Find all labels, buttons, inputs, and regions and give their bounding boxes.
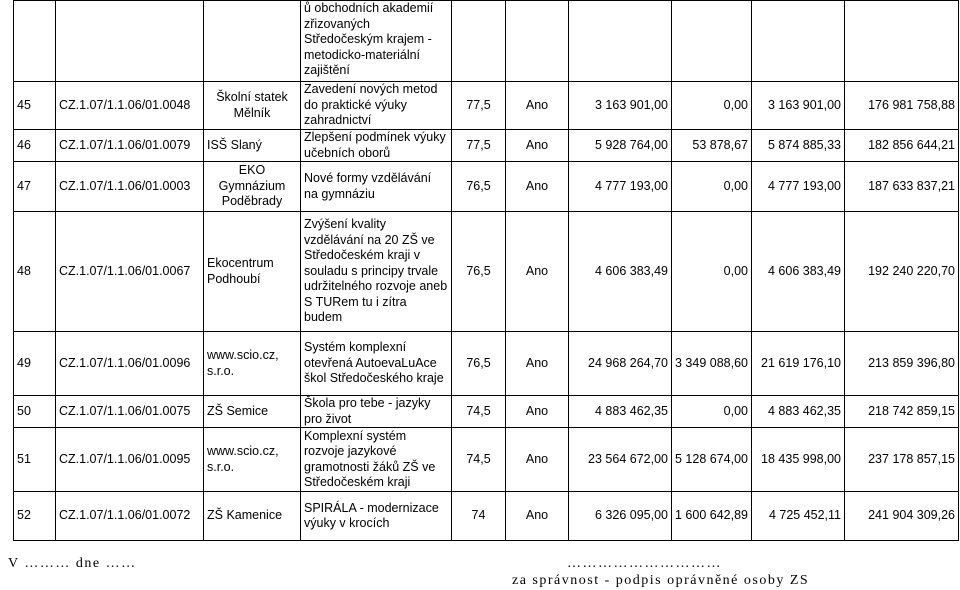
approved-amount: 4 777 193,00: [752, 162, 845, 212]
project-name: ů obchodních akademií zřizovaných Středočeským krajem - metodicko-materiální zajištění: [301, 1, 452, 82]
row-number: 50: [14, 396, 56, 428]
eligible: Ano: [506, 82, 569, 130]
score: 74: [452, 492, 506, 541]
eligible: [506, 1, 569, 82]
reduction-amount: [672, 1, 752, 82]
requested-amount: [569, 1, 672, 82]
eligible: Ano: [506, 332, 569, 396]
cumulative-amount: [845, 1, 959, 82]
table-row: [14, 162, 959, 212]
requested-amount: 23 564 672,00: [569, 428, 672, 492]
table-row: [14, 82, 959, 130]
applicant-name: www.scio.cz, s.r.o.: [204, 332, 301, 396]
row-number: 48: [14, 212, 56, 332]
eligible: Ano: [506, 396, 569, 428]
row-number: 47: [14, 162, 56, 212]
registration-number: CZ.1.07/1.1.06/01.0075: [56, 396, 204, 428]
project-name: Komplexní systém rozvoje jazykové gramotnosti žáků ZŠ ve Středočeském kraji: [301, 428, 452, 492]
score: 76,5: [452, 332, 506, 396]
approved-amount: 3 163 901,00: [752, 82, 845, 130]
registration-number: CZ.1.07/1.1.06/01.0003: [56, 162, 204, 212]
registration-number: CZ.1.07/1.1.06/01.0067: [56, 212, 204, 332]
reduction-amount: 0,00: [672, 162, 752, 212]
eligible: Ano: [506, 162, 569, 212]
table-row: [14, 1, 959, 82]
table-row: [14, 212, 959, 332]
requested-amount: 4 777 193,00: [569, 162, 672, 212]
approved-amount: 5 874 885,33: [752, 130, 845, 162]
signature-label: za správnost - podpis oprávněné osoby ZS: [512, 573, 810, 588]
table-row: [14, 130, 959, 162]
requested-amount: 4 606 383,49: [569, 212, 672, 332]
registration-number: CZ.1.07/1.1.06/01.0095: [56, 428, 204, 492]
table-row: [14, 396, 959, 428]
approved-amount: 4 725 452,11: [752, 492, 845, 541]
applicant-name: Školní statek Mělník: [204, 82, 301, 130]
cumulative-amount: 182 856 644,21: [845, 130, 959, 162]
date-line: V ……… dne ……: [8, 556, 137, 571]
approved-amount: 21 619 176,10: [752, 332, 845, 396]
row-number: [14, 1, 56, 82]
row-number: 46: [14, 130, 56, 162]
reduction-amount: 0,00: [672, 82, 752, 130]
reduction-amount: 3 349 088,60: [672, 332, 752, 396]
requested-amount: 5 928 764,00: [569, 130, 672, 162]
row-number: 52: [14, 492, 56, 541]
registration-number: CZ.1.07/1.1.06/01.0072: [56, 492, 204, 541]
eligible: Ano: [506, 492, 569, 541]
score: 74,5: [452, 396, 506, 428]
project-name: Nové formy vzdělávání na gymnáziu: [301, 162, 452, 212]
table-row: [14, 492, 959, 541]
applicant-name: ZŠ Kamenice: [204, 492, 301, 541]
project-name: Škola pro tebe - jazyky pro život: [301, 396, 452, 428]
reduction-amount: 1 600 642,89: [672, 492, 752, 541]
applicant-name: www.scio.cz, s.r.o.: [204, 428, 301, 492]
score: 76,5: [452, 212, 506, 332]
project-name: Systém komplexní otevřená AutoevaLuAce škol Středočeského kraje: [301, 332, 452, 396]
requested-amount: 6 326 095,00: [569, 492, 672, 541]
row-number: 49: [14, 332, 56, 396]
table-row: [14, 428, 959, 492]
requested-amount: 4 883 462,35: [569, 396, 672, 428]
registration-number: CZ.1.07/1.1.06/01.0096: [56, 332, 204, 396]
project-name: Zavedení nových metod do praktické výuky zahradnictví: [301, 82, 452, 130]
registration-number: CZ.1.07/1.1.06/01.0079: [56, 130, 204, 162]
eligible: Ano: [506, 130, 569, 162]
registration-number: [56, 1, 204, 82]
reduction-amount: 5 128 674,00: [672, 428, 752, 492]
project-name: Zvýšení kvality vzdělávání na 20 ZŠ ve Středočeském kraji v souladu s principy trvale udržitelného rozvoje aneb S TURem tu i zítra budem: [301, 212, 452, 332]
reduction-amount: 0,00: [672, 212, 752, 332]
row-number: 45: [14, 82, 56, 130]
approved-amount: [752, 1, 845, 82]
reduction-amount: 0,00: [672, 396, 752, 428]
cumulative-amount: 237 178 857,15: [845, 428, 959, 492]
score: 74,5: [452, 428, 506, 492]
cumulative-amount: 213 859 396,80: [845, 332, 959, 396]
cumulative-amount: 187 633 837,21: [845, 162, 959, 212]
score: [452, 1, 506, 82]
projects-table: [13, 0, 959, 541]
cumulative-amount: 192 240 220,70: [845, 212, 959, 332]
project-name: SPIRÁLA - modernizace výuky v krocích: [301, 492, 452, 541]
cumulative-amount: 218 742 859,15: [845, 396, 959, 428]
requested-amount: 3 163 901,00: [569, 82, 672, 130]
cumulative-amount: 176 981 758,88: [845, 82, 959, 130]
approved-amount: 18 435 998,00: [752, 428, 845, 492]
table-row: [14, 332, 959, 396]
applicant-name: Ekocentrum Podhoubí: [204, 212, 301, 332]
cumulative-amount: 241 904 309,26: [845, 492, 959, 541]
project-name: Zlepšení podmínek výuky učebních oborů: [301, 130, 452, 162]
registration-number: CZ.1.07/1.1.06/01.0048: [56, 82, 204, 130]
reduction-amount: 53 878,67: [672, 130, 752, 162]
score: 76,5: [452, 162, 506, 212]
eligible: Ano: [506, 428, 569, 492]
signature-line: …………………………: [567, 556, 722, 571]
requested-amount: 24 968 264,70: [569, 332, 672, 396]
eligible: Ano: [506, 212, 569, 332]
score: 77,5: [452, 82, 506, 130]
score: 77,5: [452, 130, 506, 162]
applicant-name: [204, 1, 301, 82]
row-number: 51: [14, 428, 56, 492]
applicant-name: ZŠ Semice: [204, 396, 301, 428]
approved-amount: 4 883 462,35: [752, 396, 845, 428]
applicant-name: EKO Gymnázium Poděbrady: [204, 162, 301, 212]
approved-amount: 4 606 383,49: [752, 212, 845, 332]
applicant-name: ISŠ Slaný: [204, 130, 301, 162]
